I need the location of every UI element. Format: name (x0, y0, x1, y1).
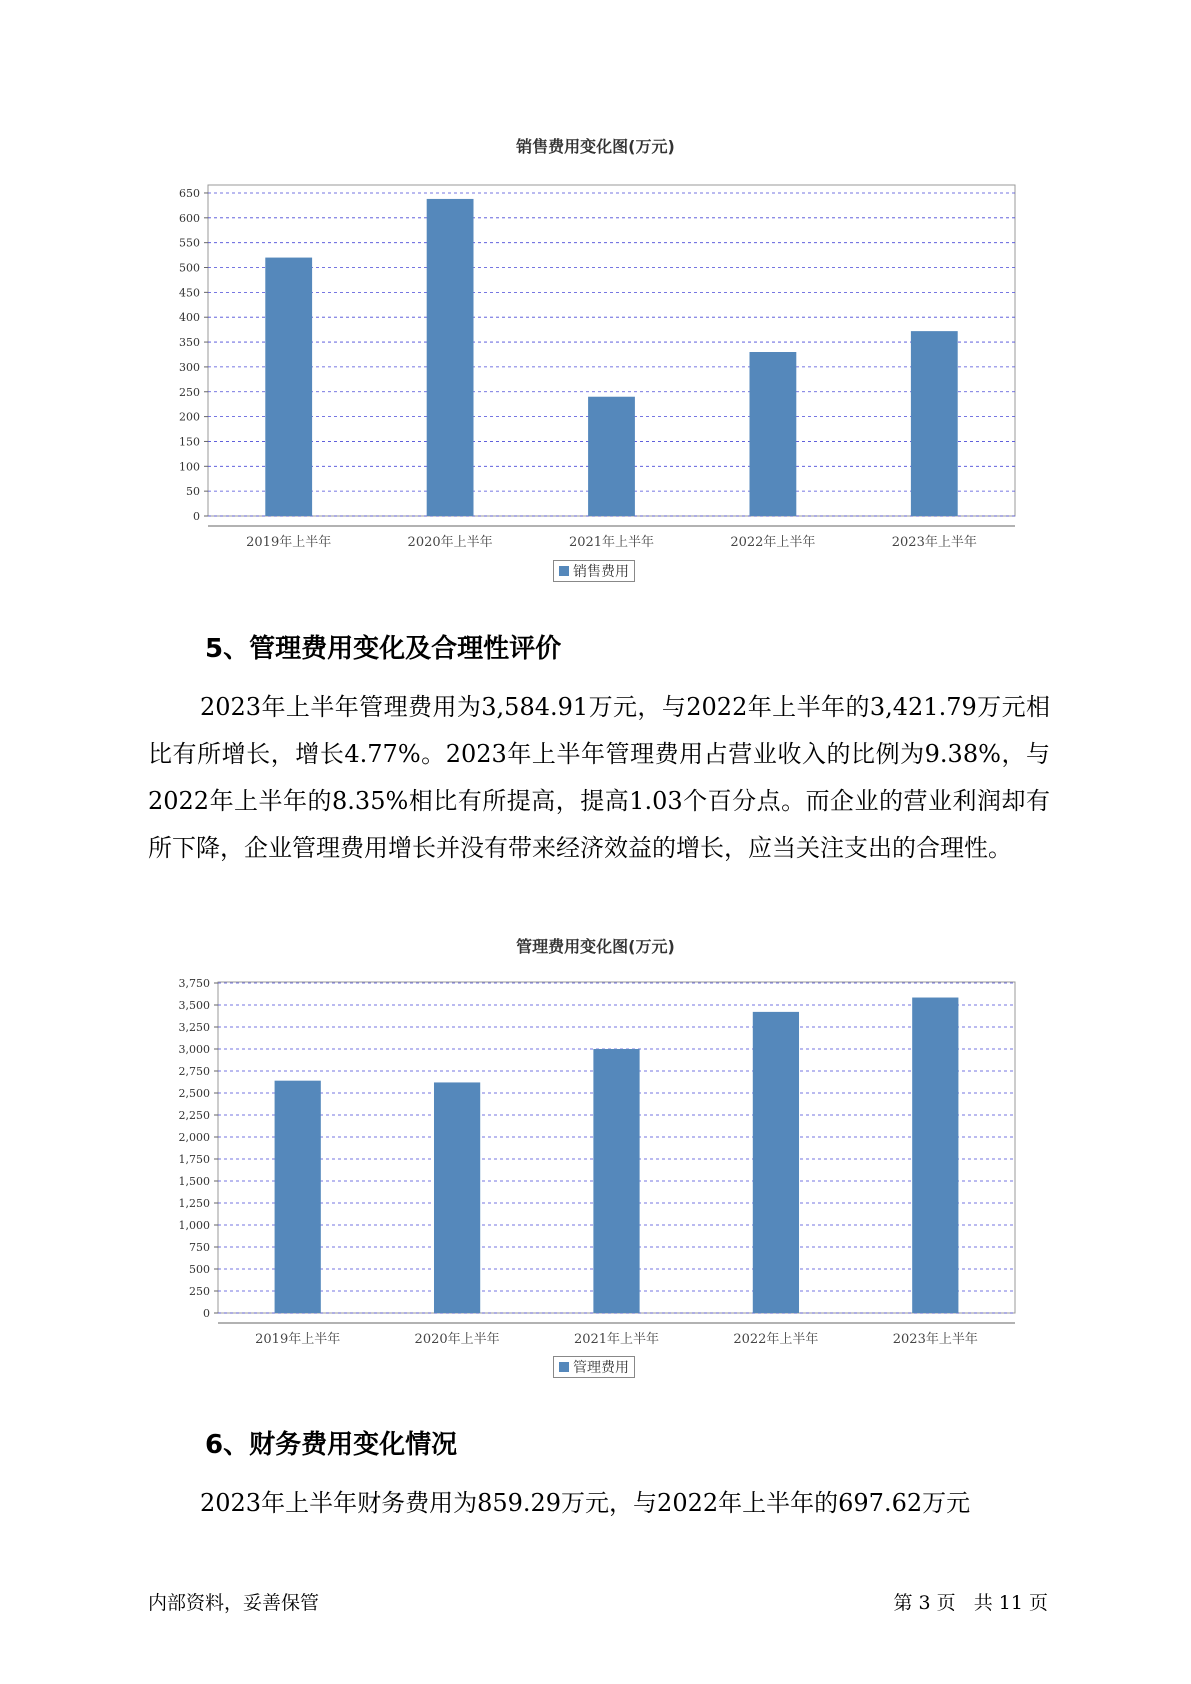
y-tick-label: 150 (179, 435, 200, 449)
y-tick-label: 600 (179, 211, 200, 225)
x-tick-label: 2022年上半年 (730, 535, 816, 550)
y-tick-label: 3,750 (178, 977, 210, 990)
legend-label: 管理费用 (573, 1360, 629, 1376)
y-tick-label: 3,250 (178, 1021, 210, 1034)
bar (753, 1012, 799, 1313)
bar (434, 1082, 480, 1313)
y-tick-label: 3,000 (178, 1043, 210, 1056)
y-tick-label: 550 (179, 236, 200, 250)
y-tick-label: 450 (179, 286, 200, 300)
y-tick-label: 200 (179, 410, 200, 424)
bar (912, 998, 958, 1313)
x-tick-label: 2021年上半年 (568, 535, 655, 550)
y-tick-label: 1,000 (178, 1219, 210, 1232)
x-tick-label: 2020年上半年 (407, 535, 493, 550)
y-tick-label: 500 (189, 1263, 210, 1276)
y-tick-label: 300 (179, 360, 200, 374)
admin-chart-legend (553, 1356, 635, 1378)
y-tick-label: 2,250 (178, 1109, 210, 1122)
section-6-paragraph: 2023年上半年财务费用为859.29万元，与2022年上半年的697.62万元 (200, 1489, 971, 1517)
y-tick-label: 750 (189, 1241, 210, 1254)
x-tick-label: 2020年上半年 (414, 1332, 500, 1347)
section-5-paragraph: 2023年上半年管理费用为3,584.91万元，与2022年上半年的3,421.79万元相比有所增长，增长4.77%。2023年上半年管理费用占营业收入的比例为9.38%，与2022年上半年的8.35%相比有所提高，提高1.03个百分点。而企业的营业利润却有所下降，企业管理费用增长并没有带来经济效益的增长，应当关注支出的合理性。 (148, 693, 1050, 862)
y-tick-label: 100 (179, 460, 200, 474)
x-tick-label: 2023年上半年 (891, 535, 977, 550)
y-tick-label: 1,250 (178, 1197, 210, 1210)
y-tick-label: 2,500 (178, 1087, 210, 1100)
bar (593, 1049, 639, 1313)
x-tick-label: 2022年上半年 (733, 1332, 819, 1347)
admin-chart-title: 管理费用变化图(万元) (516, 937, 675, 956)
y-tick-label: 500 (179, 261, 200, 275)
bar (275, 1081, 321, 1313)
y-tick-label: 2,000 (178, 1131, 210, 1144)
y-tick-label: 250 (189, 1285, 210, 1298)
y-tick-label: 0 (203, 1307, 210, 1320)
y-tick-label: 1,500 (178, 1175, 210, 1188)
x-tick-label: 2023年上半年 (892, 1332, 978, 1347)
x-tick-label: 2019年上半年 (246, 535, 332, 550)
y-tick-label: 3,500 (178, 999, 210, 1012)
legend-label: 销售费用 (573, 564, 629, 580)
y-tick-label: 2,750 (178, 1065, 210, 1078)
y-tick-label: 250 (179, 385, 200, 399)
section-6-heading: 6、财务费用变化情况 (205, 1430, 458, 1460)
y-tick-label: 50 (186, 485, 200, 499)
y-tick-label: 1,750 (178, 1153, 210, 1166)
y-tick-label: 400 (179, 311, 200, 325)
footer-page-number: 第 3 页 共 11 页 (893, 1592, 1048, 1614)
legend-swatch (559, 1362, 569, 1372)
section-5-heading: 5、管理费用变化及合理性评价 (205, 634, 562, 664)
x-tick-label: 2019年上半年 (255, 1332, 341, 1347)
y-tick-label: 350 (179, 336, 200, 350)
x-tick-label: 2021年上半年 (573, 1332, 660, 1347)
sales-chart-title: 销售费用变化图(万元) (516, 137, 675, 156)
y-tick-label: 650 (179, 186, 200, 200)
footer-confidential: 内部资料，妥善保管 (148, 1592, 320, 1614)
y-tick-label: 0 (193, 510, 200, 523)
